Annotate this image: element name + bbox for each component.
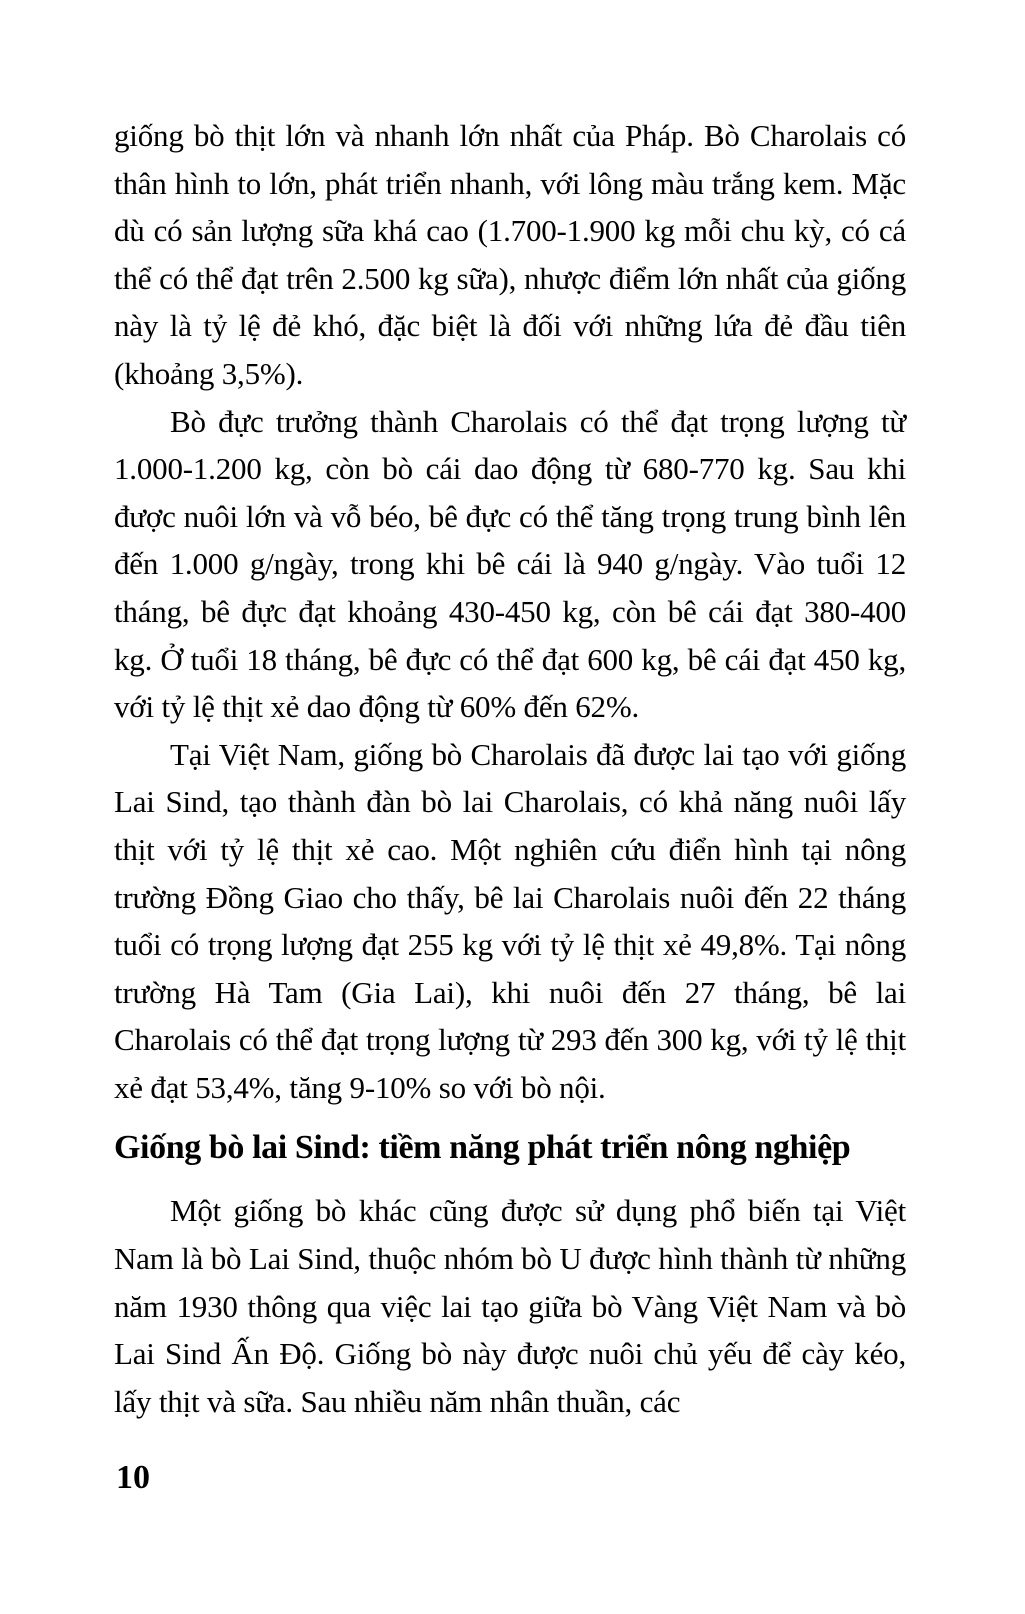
paragraph-lai-sind-intro: Một giống bò khác cũng được sử dụng phổ biến tại Việt Nam là bò Lai Sind, thuộc nhóm bò U được hình thành từ những năm 1930 thông qua việc lai tạo giữa bò Vàng Việt Nam và bò Lai Sind Ấn Độ. Giống bò này được nuôi chủ yếu để cày kéo, lấy thịt và sữa. Sau nhiều năm nhân thuần, các [114, 1193, 906, 1419]
paragraph-charolais-vietnam: Tại Việt Nam, giống bò Charolais đã được lai tạo với giống Lai Sind, tạo thành đàn bò lai Charolais, có khả năng nuôi lấy thịt với tỷ lệ thịt xẻ cao. Một nghiên cứu điển hình tại nông trường Đồng Giao cho thấy, bê lai Charolais nuôi đến 22 tháng tuổi có trọng lượng đạt 255 kg với tỷ lệ thịt xẻ 49,8%. Tại nông trường Hà Tam (Gia Lai), khi nuôi đến 27 tháng, bê lai Charolais có thể đạt trọng lượng từ 293 đến 300 kg, với tỷ lệ thịt xẻ đạt 53,4%, tăng 9-10% so với bò nội. [114, 736, 906, 1105]
paragraph-charolais-weights: Bò đực trưởng thành Charolais có thể đạt trọng lượng từ 1.000-1.200 kg, còn bò cái dao động từ 680-770 kg. Sau khi được nuôi lớn và vỗ béo, bê đực có thể tăng trọng trung bình lên đến 1.000 g/ngày, trong khi bê cái là 940 g/ngày. Vào tuổi 12 tháng, bê đực đạt khoảng 430-450 kg, còn bê cái đạt 380-400 kg. Ở tuổi 18 tháng, bê đực có thể đạt 600 kg, bê cái đạt 450 kg, với tỷ lệ thịt xẻ dao động từ 60% đến 62%. [114, 403, 906, 725]
page-number: 10 [116, 1459, 150, 1496]
page-body [114, 112, 906, 1425]
section-heading-lai-sind: Giống bò lai Sind: tiềm năng phát triển nông nghiệp [114, 1129, 851, 1167]
paragraph-charolais-intro-continued: giống bò thịt lớn và nhanh lớn nhất của Pháp. Bò Charolais có thân hình to lớn, phát triển nhanh, với lông màu trắng kem. Mặc dù có sản lượng sữa khá cao (1.700-1.900 kg mỗi chu kỳ, có cá thể có thể đạt trên 2.500 kg sữa), nhược điểm lớn nhất của giống này là tỷ lệ đẻ khó, đặc biệt là đối với những lứa đẻ đầu tiên (khoảng 3,5%). [114, 118, 906, 391]
